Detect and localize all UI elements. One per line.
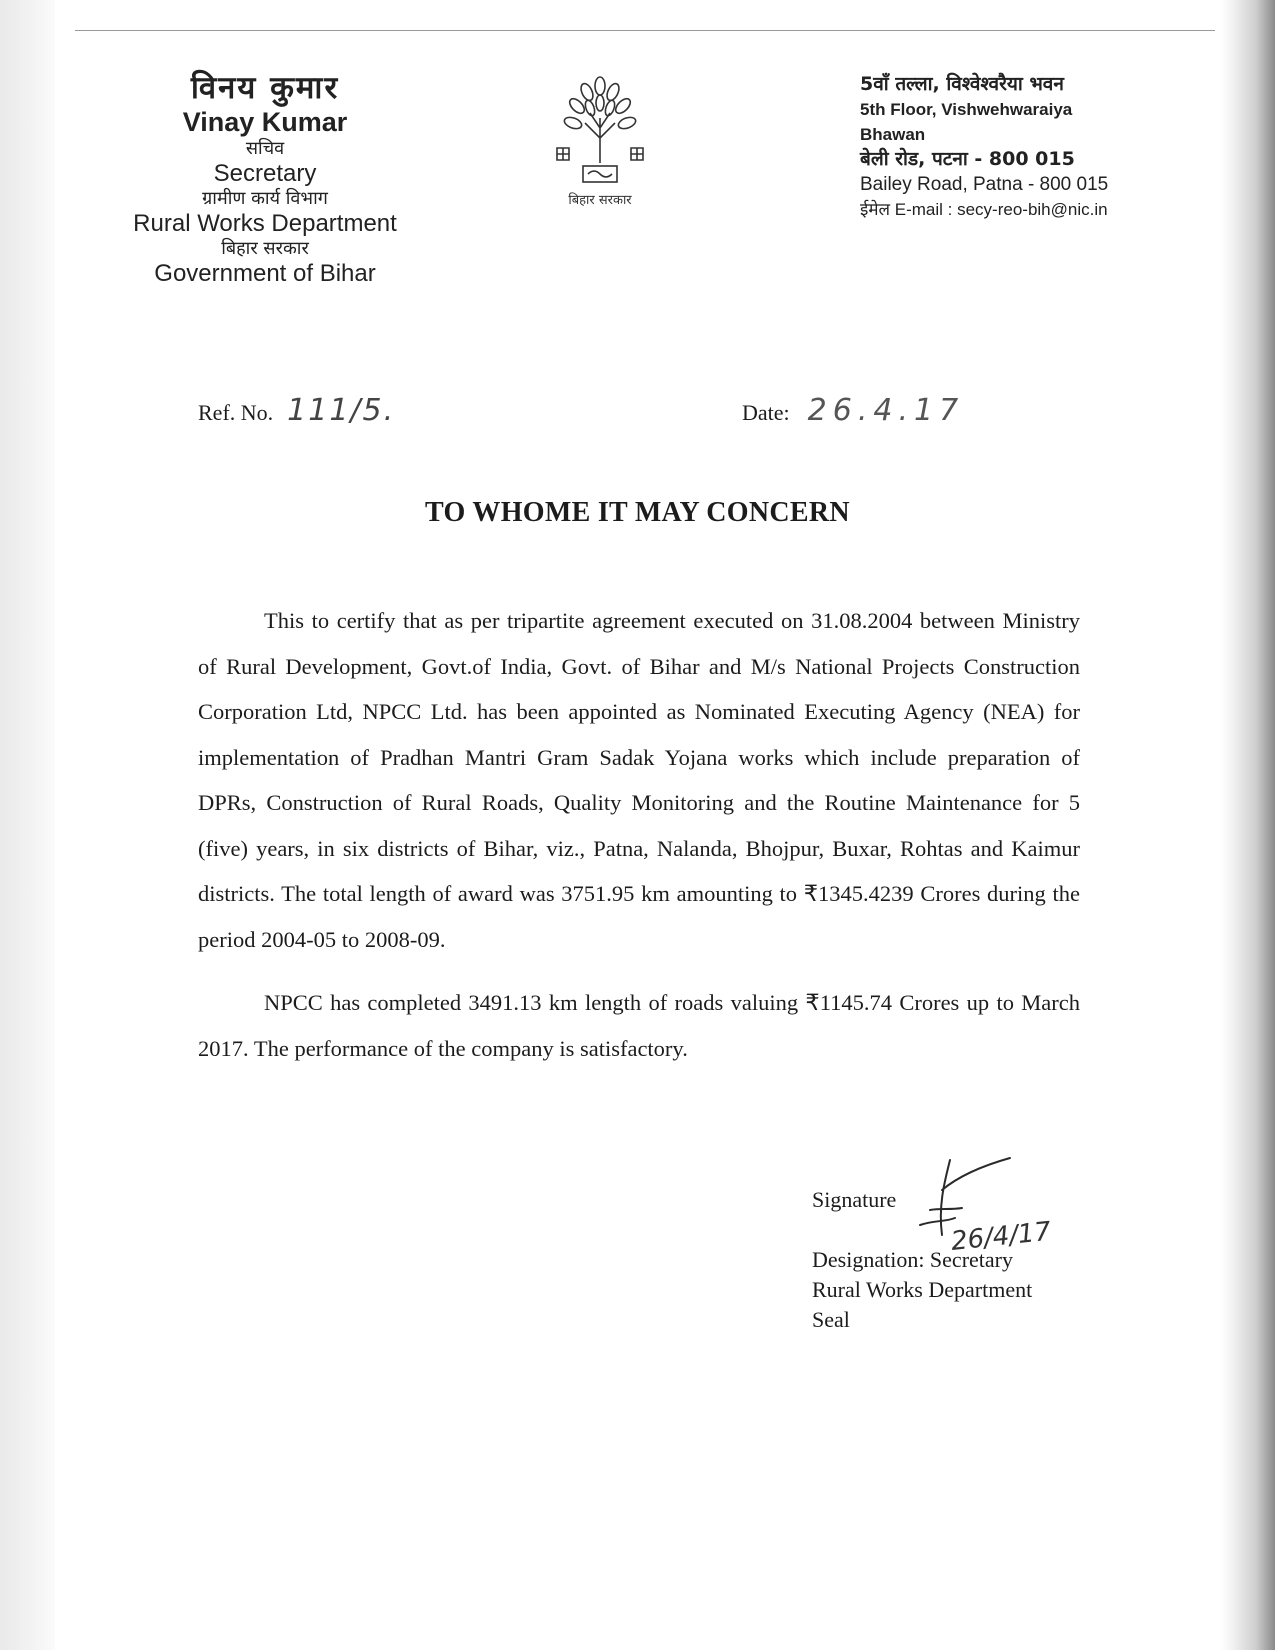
date-label: Date: <box>742 400 790 425</box>
address-hindi-1: 5वाँ तल्ला, विश्वेश्वरैया भवन <box>860 73 1064 95</box>
ref-value: 111/5. <box>287 393 396 428</box>
designation-line: Designation: Secretary <box>812 1247 1013 1272</box>
handwritten-signature-icon <box>890 1150 1060 1275</box>
name-hindi: विनय कुमार <box>190 70 340 106</box>
address-english-2: Bailey Road, Patna - 800 015 <box>860 174 1109 195</box>
department-hindi: ग्रामीण कार्य विभाग <box>202 188 328 209</box>
address-english-1: 5th Floor, Vishwehwaraiya Bhawan <box>860 100 1073 144</box>
name-english: Vinay Kumar <box>182 107 348 137</box>
government-hindi: बिहार सरकार <box>221 238 309 259</box>
date-value: 26.4.17 <box>807 393 965 428</box>
emblem-caption: बिहार सरकार <box>568 193 632 208</box>
department-english: Rural Works Department <box>133 210 397 237</box>
scan-edge-right <box>1220 0 1275 1650</box>
body-paragraph-1: This to certify that as per tripartite agreement executed on 31.08.2004 between Ministry of Rural Development, Govt.of India, Govt. of Bihar and M/s National Projects Construction Corporation Ltd, NPCC Ltd. has been appointed as Nominated Executing Agency (NEA) for implementation of Pradhan Mantri Gram Sadak Yojana works which include preparation of DPRs, Construction of Rural Roads, Quality Monitoring and the Routine Maintenance for 5 (five) years, in six districts of Bihar, viz., Patna, Nalanda, Bhojpur, Buxar, Rohtas and Kaimur districts. The total length of award was 3751.95 km amounting to ₹1345.4239 Crores during the period 2004-05 to 2008-09. <box>198 608 1080 952</box>
letter-date <box>742 393 964 428</box>
signature-date: 26/4/17 <box>949 1216 1053 1257</box>
ref-label: Ref. No. <box>198 400 274 425</box>
government-english: Government of Bihar <box>154 260 376 287</box>
title-hindi: सचिव <box>245 138 285 159</box>
title-english: Secretary <box>213 160 317 187</box>
seal-label: Seal <box>812 1307 850 1332</box>
letterhead-right <box>860 72 1140 222</box>
body-paragraph-2: NPCC has completed 3491.13 km length of roads valuing ₹1145.74 Crores up to March 2017. The performance of the company is satisfactory. <box>198 990 1080 1061</box>
address-hindi-2: बेली रोड, पटना - 800 015 <box>860 148 1075 170</box>
scan-edge-left <box>0 0 55 1650</box>
reference-number <box>198 393 395 428</box>
top-rule <box>75 30 1215 31</box>
letterhead-left <box>110 70 420 288</box>
body-text <box>198 598 1080 1071</box>
signature-label: Signature <box>812 1187 897 1212</box>
bihar-emblem-icon <box>545 68 655 213</box>
document-title: TO WHOME IT MAY CONCERN <box>425 497 850 528</box>
email-line: ईमेल E-mail : secy-reo-bih@nic.in <box>860 200 1108 219</box>
department-line: Rural Works Department <box>812 1277 1033 1302</box>
